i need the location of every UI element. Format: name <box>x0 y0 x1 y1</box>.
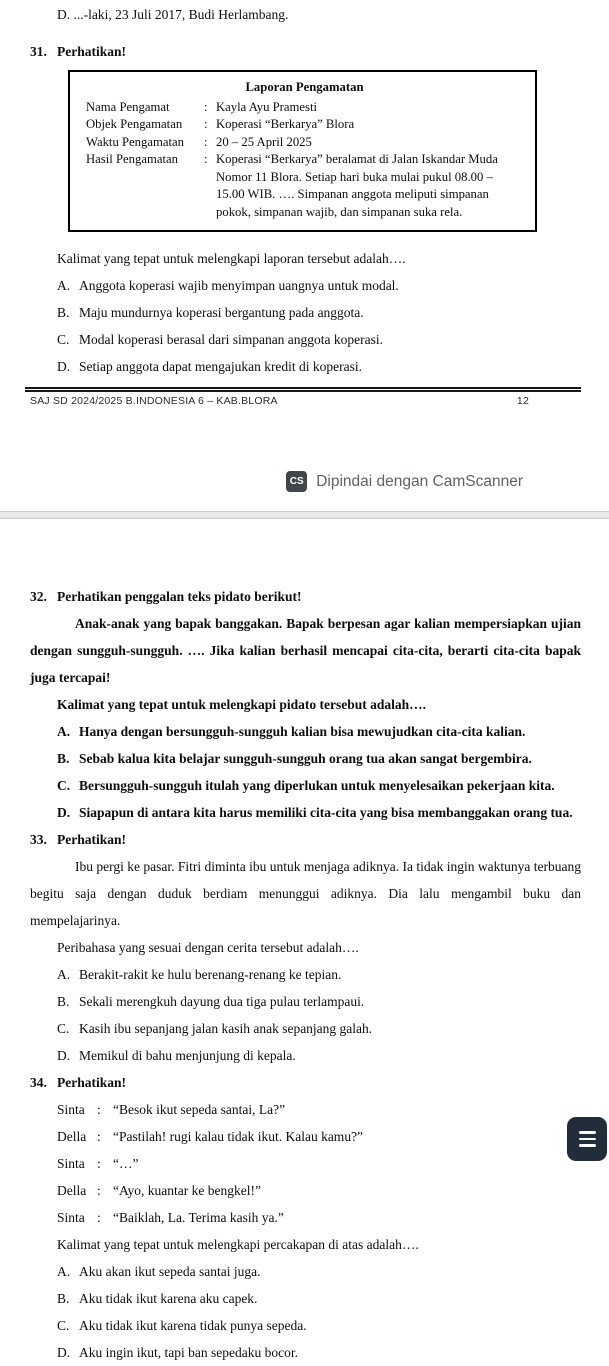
answer-options-q33 <box>57 961 609 1069</box>
camscanner-logo-icon: CS <box>286 471 307 492</box>
option-text: Sebab kalua kita belajar sungguh-sungguh orang tua akan sangat bergembira. <box>79 751 532 766</box>
page-footer <box>30 395 581 407</box>
report-row <box>86 134 523 152</box>
option-text: Maju mundurnya koperasi bergantung pada anggota. <box>79 305 364 320</box>
option-letter: D. <box>57 1048 71 1063</box>
option-text: Aku ingin ikut, tapi ban sepedaku bocor. <box>79 1345 298 1360</box>
question-heading: Perhatikan penggalan teks pidato berikut! <box>57 589 302 604</box>
dialog-text: “Baiklah, La. Terima kasih ya.” <box>113 1210 284 1225</box>
question-stem: Kalimat yang tepat untuk melengkapi laporan tersebut adalah…. <box>57 251 406 266</box>
report-row <box>86 116 523 134</box>
answer-options-q32 <box>57 718 609 826</box>
answer-option-c <box>57 772 609 799</box>
answer-option-a <box>57 272 609 299</box>
report-colon: : <box>204 117 208 131</box>
option-text: Setiap anggota dapat mengajukan kredit di koperasi. <box>79 359 363 374</box>
answer-option-a <box>57 718 609 745</box>
answer-option-b <box>57 745 609 772</box>
dialog-text: “Besok ikut sepeda santai, La?” <box>113 1102 286 1117</box>
option-text: Bersungguh-sungguh itulah yang diperlukan untuk menyelesaikan pekerjaan kita. <box>79 778 555 793</box>
report-row <box>86 99 523 117</box>
conversation <box>0 1096 609 1231</box>
report-colon: : <box>204 99 208 114</box>
option-letter: B. <box>57 1291 70 1306</box>
hamburger-icon <box>579 1131 596 1147</box>
answer-option-b <box>57 988 609 1015</box>
answer-options-q34 <box>57 1258 609 1366</box>
option-letter: B. <box>57 305 70 320</box>
report-colon: : <box>204 134 208 149</box>
exam-page-13 <box>0 519 609 1366</box>
dialog-text: “Pastilah! rugi kalau tidak ikut. Kalau kamu?” <box>113 1129 364 1144</box>
dialog-line <box>57 1123 609 1150</box>
answer-option-d <box>57 353 609 380</box>
dialog-line <box>57 1150 609 1177</box>
dialog-speaker: Sinta <box>57 1210 85 1225</box>
option-letter: B. <box>57 751 70 766</box>
option-text: Aku akan ikut sepeda santai juga. <box>79 1264 261 1279</box>
option-letter: B. <box>57 994 70 1009</box>
scanned-exam-document <box>0 5 609 1366</box>
camscanner-watermark <box>0 471 523 492</box>
option-letter: A. <box>57 278 71 293</box>
answer-option-c <box>57 1312 609 1339</box>
option-text: Aku tidak ikut karena tidak punya sepeda. <box>79 1318 307 1333</box>
dialog-colon: : <box>97 1183 101 1198</box>
dialog-colon: : <box>97 1156 101 1171</box>
report-colon: : <box>204 152 208 166</box>
question-heading: Perhatikan! <box>57 832 126 847</box>
option-letter: A. <box>57 1264 71 1279</box>
page-separator <box>0 511 609 519</box>
answer-options-q31 <box>57 272 609 380</box>
question-34-header <box>30 1069 609 1096</box>
speech-excerpt-paragraph: Anak-anak yang bapak banggakan. Bapak berpesan agar kalian mempersiapkan ujian dengan sungguh-sungguh. …. Jika kalian berhasil mencapai cita-cita, berarti cita-cita bapak juga tercapai! <box>30 616 581 685</box>
report-label: Hasil Pengamatan <box>86 152 178 166</box>
report-title: Laporan Pengamatan <box>245 80 364 94</box>
answer-option-d <box>57 799 609 826</box>
dialog-colon: : <box>97 1129 101 1144</box>
option-letter: D. <box>57 359 71 374</box>
option-text: Berakit-rakit ke hulu berenang-renang ke tepian. <box>79 967 342 982</box>
question-heading: Perhatikan! <box>57 44 126 59</box>
dialog-speaker: Sinta <box>57 1102 85 1117</box>
question-number: 33. <box>30 832 47 847</box>
report-label: Waktu Pengamatan <box>86 134 184 149</box>
dialog-line <box>57 1096 609 1123</box>
report-value: Kayla Ayu Pramesti <box>216 99 318 114</box>
footer-divider <box>25 387 581 392</box>
dialog-speaker: Della <box>57 1129 87 1144</box>
option-text: Memikul di bahu menjunjung di kepala. <box>79 1048 296 1063</box>
option-text: Modal koperasi berasal dari simpanan anggota koperasi. <box>79 332 384 347</box>
observation-report-box <box>68 70 537 232</box>
dialog-speaker: Sinta <box>57 1156 85 1171</box>
answer-option-b <box>57 1285 609 1312</box>
dialog-text: “…” <box>113 1156 139 1171</box>
option-text: Anggota koperasi wajib menyimpan uangnya untuk modal. <box>79 278 399 293</box>
exam-page-12 <box>0 5 609 492</box>
question-number: 32. <box>30 589 47 604</box>
answer-option-c <box>57 326 609 353</box>
answer-option-d <box>57 1042 609 1069</box>
option-text: Sekali merengkuh dayung dua tiga pulau terlampaui. <box>79 994 365 1009</box>
question-stem: Kalimat yang tepat untuk melengkapi pidato tersebut adalah…. <box>57 697 427 712</box>
option-letter: A. <box>57 967 71 982</box>
report-label: Objek Pengamatan <box>86 117 183 131</box>
question-stem: Peribahasa yang sesuai dengan cerita tersebut adalah…. <box>57 940 359 955</box>
option-text: Siapapun di antara kita harus memiliki cita-cita yang bisa membanggakan orang tua. <box>79 805 573 820</box>
report-value: Koperasi “Berkarya” beralamat di Jalan Iskandar Muda Nomor 11 Blora. Setiap hari buka mulai pukul 08.00 – 15.00 WIB. …. Simpanan anggota meliputi simpanan pokok, simpanan wajib, dan simpanan suka rela. <box>216 152 498 219</box>
option-text: Kasih ibu sepanjang jalan kasih anak sepanjang galah. <box>79 1021 373 1036</box>
menu-button[interactable] <box>567 1117 607 1161</box>
option-letter: C. <box>57 1021 70 1036</box>
question-number: 31. <box>30 44 47 59</box>
question-heading: Perhatikan! <box>57 1075 126 1090</box>
previous-question-fragment: D. ...-laki, 23 Juli 2017, Budi Herlambang. <box>57 7 289 22</box>
answer-option-b <box>57 299 609 326</box>
answer-option-a <box>57 1258 609 1285</box>
footer-doc-code: SAJ SD 2024/2025 B.INDONESIA 6 – KAB.BLORA <box>30 395 278 407</box>
report-row <box>86 151 523 221</box>
dialog-line <box>57 1204 609 1231</box>
question-32-header <box>30 583 609 610</box>
story-paragraph: Ibu pergi ke pasar. Fitri diminta ibu untuk menjaga adiknya. Ia tidak ingin waktunya terbuang begitu saja dengan duduk berdiam menunggui adiknya. Dia lalu mengambil buku dan mempelajarinya. <box>30 859 581 928</box>
question-31-header <box>30 42 609 62</box>
report-label: Nama Pengamat <box>86 99 170 114</box>
dialog-speaker: Della <box>57 1183 87 1198</box>
dialog-colon: : <box>97 1210 101 1225</box>
option-text: Aku tidak ikut karena aku capek. <box>79 1291 258 1306</box>
answer-option-c <box>57 1015 609 1042</box>
option-letter: C. <box>57 1318 70 1333</box>
option-letter: D. <box>57 1345 71 1360</box>
question-number: 34. <box>30 1075 47 1090</box>
question-33-header <box>30 826 609 853</box>
footer-page-number: 12 <box>516 395 529 407</box>
answer-option-a <box>57 961 609 988</box>
report-value: 20 – 25 April 2025 <box>216 134 312 149</box>
option-letter: C. <box>57 332 70 347</box>
option-text: Hanya dengan bersungguh-sungguh kalian bisa mewujudkan cita-cita kalian. <box>79 724 526 739</box>
dialog-text: “Ayo, kuantar ke bengkel!” <box>113 1183 261 1198</box>
dialog-colon: : <box>97 1102 101 1117</box>
camscanner-watermark-text: Dipindai dengan CamScanner <box>316 472 523 490</box>
report-value: Koperasi “Berkarya” Blora <box>216 117 355 131</box>
option-letter: D. <box>57 805 71 820</box>
dialog-line <box>57 1177 609 1204</box>
option-letter: A. <box>57 724 71 739</box>
option-letter: C. <box>57 778 71 793</box>
question-stem: Kalimat yang tepat untuk melengkapi percakapan di atas adalah…. <box>57 1237 419 1252</box>
